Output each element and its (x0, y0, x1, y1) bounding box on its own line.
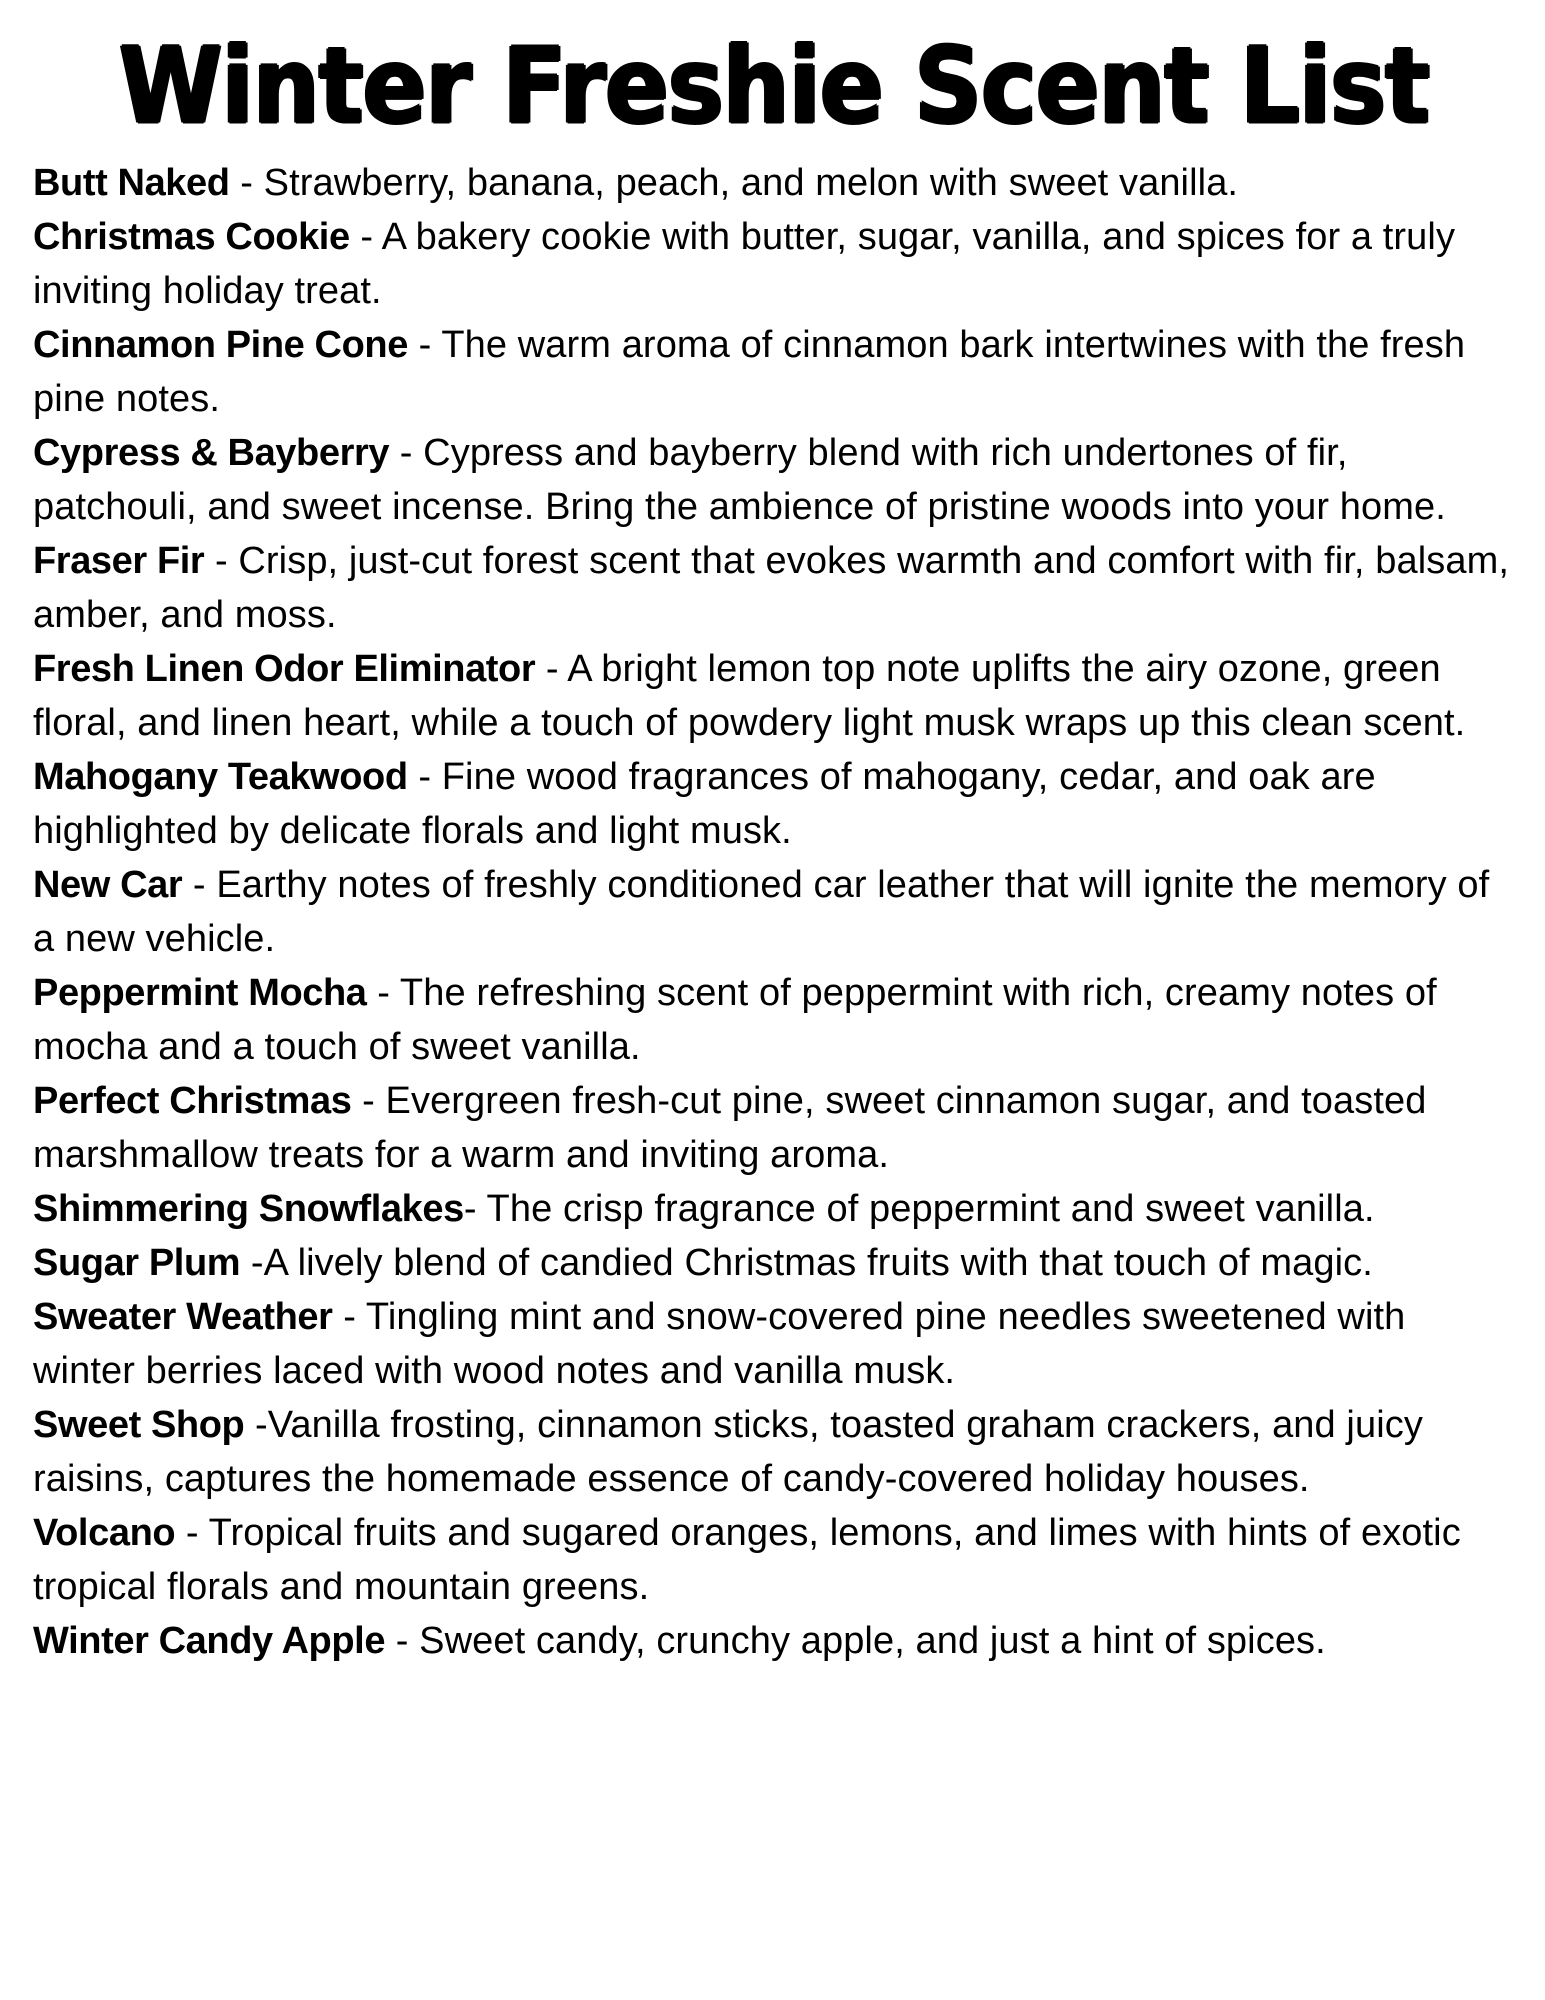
scent-description: - Tropical fruits and sugared oranges, lemons, and limes with hints of exotic tropical florals and mountain greens. (33, 1511, 1461, 1608)
scent-description: - Earthy notes of freshly conditioned car leather that will ignite the memory of a new vehicle. (33, 863, 1490, 960)
page-title: Winter Freshie Scent List (118, 26, 1430, 149)
scent-description: - A bakery cookie with butter, sugar, vanilla, and spices for a truly inviting holiday treat. (33, 215, 1456, 312)
scent-description: - Strawberry, banana, peach, and melon with sweet vanilla. (229, 161, 1239, 204)
scent-entry (33, 1182, 1515, 1236)
scent-entry (33, 156, 1515, 210)
scent-list (33, 156, 1515, 1668)
scent-name: Butt Naked (33, 161, 230, 204)
scent-name: Fresh Linen Odor Eliminator (33, 647, 536, 690)
scent-entry (33, 318, 1515, 426)
scent-description: - A bright lemon top note uplifts the airy ozone, green floral, and linen heart, while a touch of powdery light musk wraps up this clean scent. (33, 647, 1466, 744)
scent-name: Perfect Christmas (33, 1079, 352, 1122)
scent-description: - Evergreen fresh-cut pine, sweet cinnamon sugar, and toasted marshmallow treats for a warm and inviting aroma. (33, 1079, 1427, 1176)
scent-description: - The crisp fragrance of peppermint and sweet vanilla. (463, 1187, 1375, 1230)
scent-name: New Car (33, 863, 183, 906)
scent-entry (33, 426, 1515, 534)
scent-entry (33, 1614, 1515, 1668)
scent-name: Cypress & Bayberry (33, 431, 390, 474)
scent-description: - The warm aroma of cinnamon bark intertwines with the fresh pine notes. (33, 323, 1466, 420)
scent-entry (33, 1236, 1515, 1290)
scent-entry (33, 1290, 1515, 1398)
scent-name: Sweet Shop (33, 1403, 245, 1446)
scent-name: Peppermint Mocha (33, 971, 367, 1014)
scent-description: - Cypress and bayberry blend with rich undertones of fir, patchouli, and sweet incense. Bring the ambience of pristine woods into your home. (33, 431, 1446, 528)
scent-entry (33, 534, 1515, 642)
scent-description: - Tingling mint and snow-covered pine needles sweetened with winter berries laced with wood notes and vanilla musk. (33, 1295, 1406, 1392)
scent-name: Mahogany Teakwood (33, 755, 408, 798)
scent-entry (33, 1398, 1515, 1506)
scent-description: - Sweet candy, crunchy apple, and just a hint of spices. (385, 1619, 1326, 1662)
scent-description: -Vanilla frosting, cinnamon sticks, toasted graham crackers, and juicy raisins, captures the homemade essence of candy-covered holiday houses. (33, 1403, 1423, 1500)
scent-description: - The refreshing scent of peppermint with rich, creamy notes of mocha and a touch of sweet vanilla. (33, 971, 1437, 1068)
scent-entry (33, 1074, 1515, 1182)
scent-name: Shimmering Snowflakes (33, 1187, 464, 1230)
scent-entry (33, 642, 1515, 750)
scent-entry (33, 966, 1515, 1074)
scent-name: Cinnamon Pine Cone (33, 323, 408, 366)
scent-description: - Fine wood fragrances of mahogany, cedar, and oak are highlighted by delicate florals and light musk. (33, 755, 1376, 852)
scent-description: -A lively blend of candied Christmas fruits with that touch of magic. (240, 1241, 1373, 1284)
scent-name: Winter Candy Apple (33, 1619, 386, 1662)
scent-name: Volcano (33, 1511, 176, 1554)
scent-name: Sugar Plum (33, 1241, 241, 1284)
scent-name: Fraser Fir (33, 539, 205, 582)
scent-description: - Crisp, just-cut forest scent that evokes warmth and comfort with fir, balsam, amber, and moss. (33, 539, 1509, 636)
scent-entry (33, 858, 1515, 966)
scent-entry (33, 1506, 1515, 1614)
scent-entry (33, 750, 1515, 858)
scent-name: Christmas Cookie (33, 215, 350, 258)
scent-name: Sweater Weather (33, 1295, 333, 1338)
scent-entry (33, 210, 1515, 318)
